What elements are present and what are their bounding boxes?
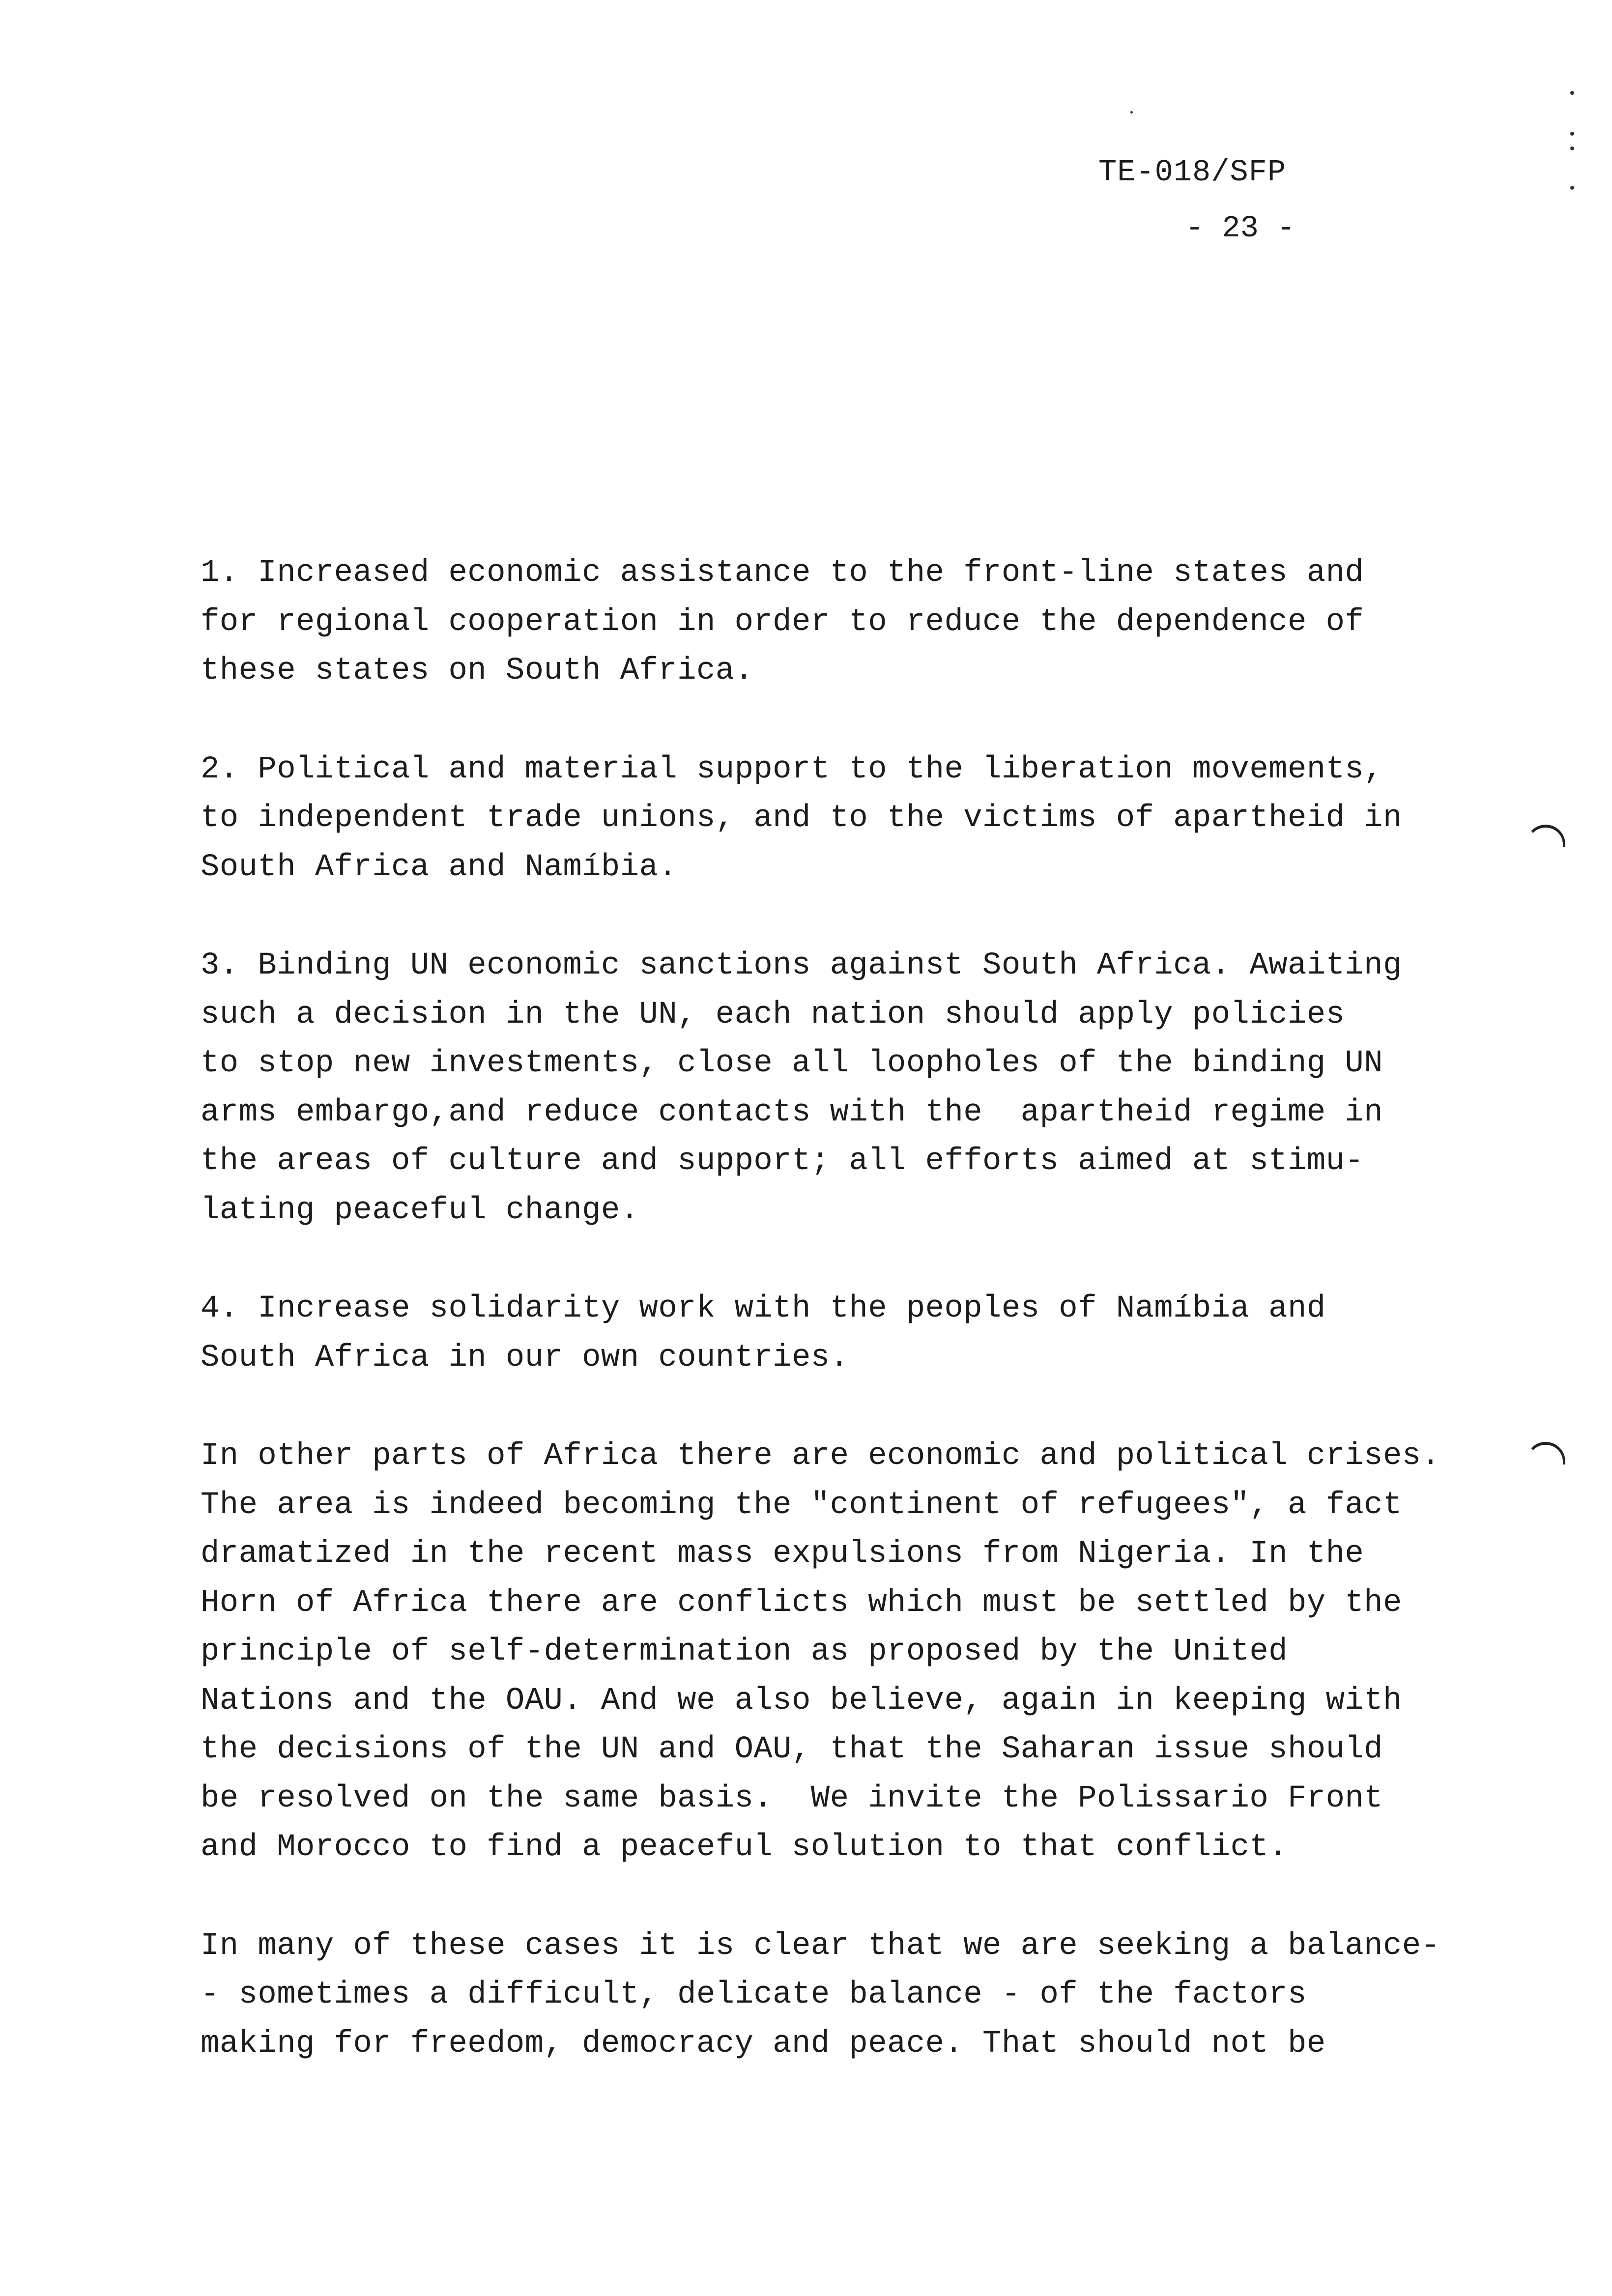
document-reference: TE-018/SFP	[1098, 155, 1287, 190]
text-line: the decisions of the UN and OAU, that the Saharan issue should	[201, 1732, 1383, 1767]
text-line: for regional cooperation in order to reduce the dependence of	[201, 604, 1364, 640]
text-line: the areas of culture and support; all efforts aimed at stimu-	[201, 1144, 1364, 1179]
margin-mark	[1526, 825, 1565, 847]
text-line: principle of self-determination as proposed by the United	[201, 1634, 1288, 1669]
document-body	[201, 549, 1527, 2118]
text-line: 1. Increased economic assistance to the front-line states and	[201, 555, 1364, 591]
text-line: making for freedom, democracy and peace. That should not be	[201, 2026, 1326, 2062]
text-line: and Morocco to find a peaceful solution to that conflict.	[201, 1830, 1288, 1865]
paragraph-point-1	[201, 549, 1527, 696]
text-line: In other parts of Africa there are economic and political crises.	[201, 1438, 1440, 1474]
text-line: 2. Political and material support to the liberation movements,	[201, 751, 1383, 787]
page-number: - 23 -	[1185, 211, 1295, 246]
text-line: to stop new investments, close all loopholes of the binding UN	[201, 1046, 1383, 1081]
text-line: these states on South Africa.	[201, 653, 754, 689]
text-line: The area is indeed becoming the "continent of refugees", a fact	[201, 1487, 1402, 1523]
text-line: In many of these cases it is clear that we are seeking a balance-	[201, 1928, 1440, 1964]
text-line: be resolved on the same basis. We invite the Polissario Front	[201, 1780, 1383, 1816]
scan-speck	[1570, 91, 1574, 95]
text-line: such a decision in the UN, each nation should apply policies	[201, 997, 1345, 1033]
scan-speck	[1570, 186, 1574, 190]
paragraph-balance	[201, 1922, 1527, 2069]
paragraph-point-3	[201, 942, 1527, 1235]
text-line: arms embargo,and reduce contacts with the apartheid regime in	[201, 1094, 1383, 1130]
text-line: 3. Binding UN economic sanctions against South Africa. Awaiting	[201, 948, 1402, 983]
text-line: South Africa in our own countries.	[201, 1340, 849, 1376]
text-line: dramatized in the recent mass expulsions from Nigeria. In the	[201, 1536, 1364, 1572]
text-line: Horn of Africa there are conflicts which must be settled by the	[201, 1585, 1402, 1621]
text-line: Nations and the OAU. And we also believe, again in keeping with	[201, 1683, 1402, 1719]
scan-speck	[1570, 146, 1574, 150]
text-line: South Africa and Namíbia.	[201, 849, 678, 885]
text-line: lating peaceful change.	[201, 1192, 639, 1228]
scan-speck	[1130, 111, 1133, 114]
paragraph-point-4	[201, 1285, 1527, 1382]
text-line: - sometimes a difficult, delicate balance - of the factors	[201, 1977, 1307, 2012]
paragraph-africa-crises	[201, 1432, 1527, 1872]
text-line: 4. Increase solidarity work with the peoples of Namíbia and	[201, 1291, 1326, 1326]
text-line: to independent trade unions, and to the victims of apartheid in	[201, 801, 1402, 836]
paragraph-point-2	[201, 746, 1527, 892]
scan-speck	[1570, 132, 1574, 136]
margin-mark	[1526, 1442, 1565, 1464]
